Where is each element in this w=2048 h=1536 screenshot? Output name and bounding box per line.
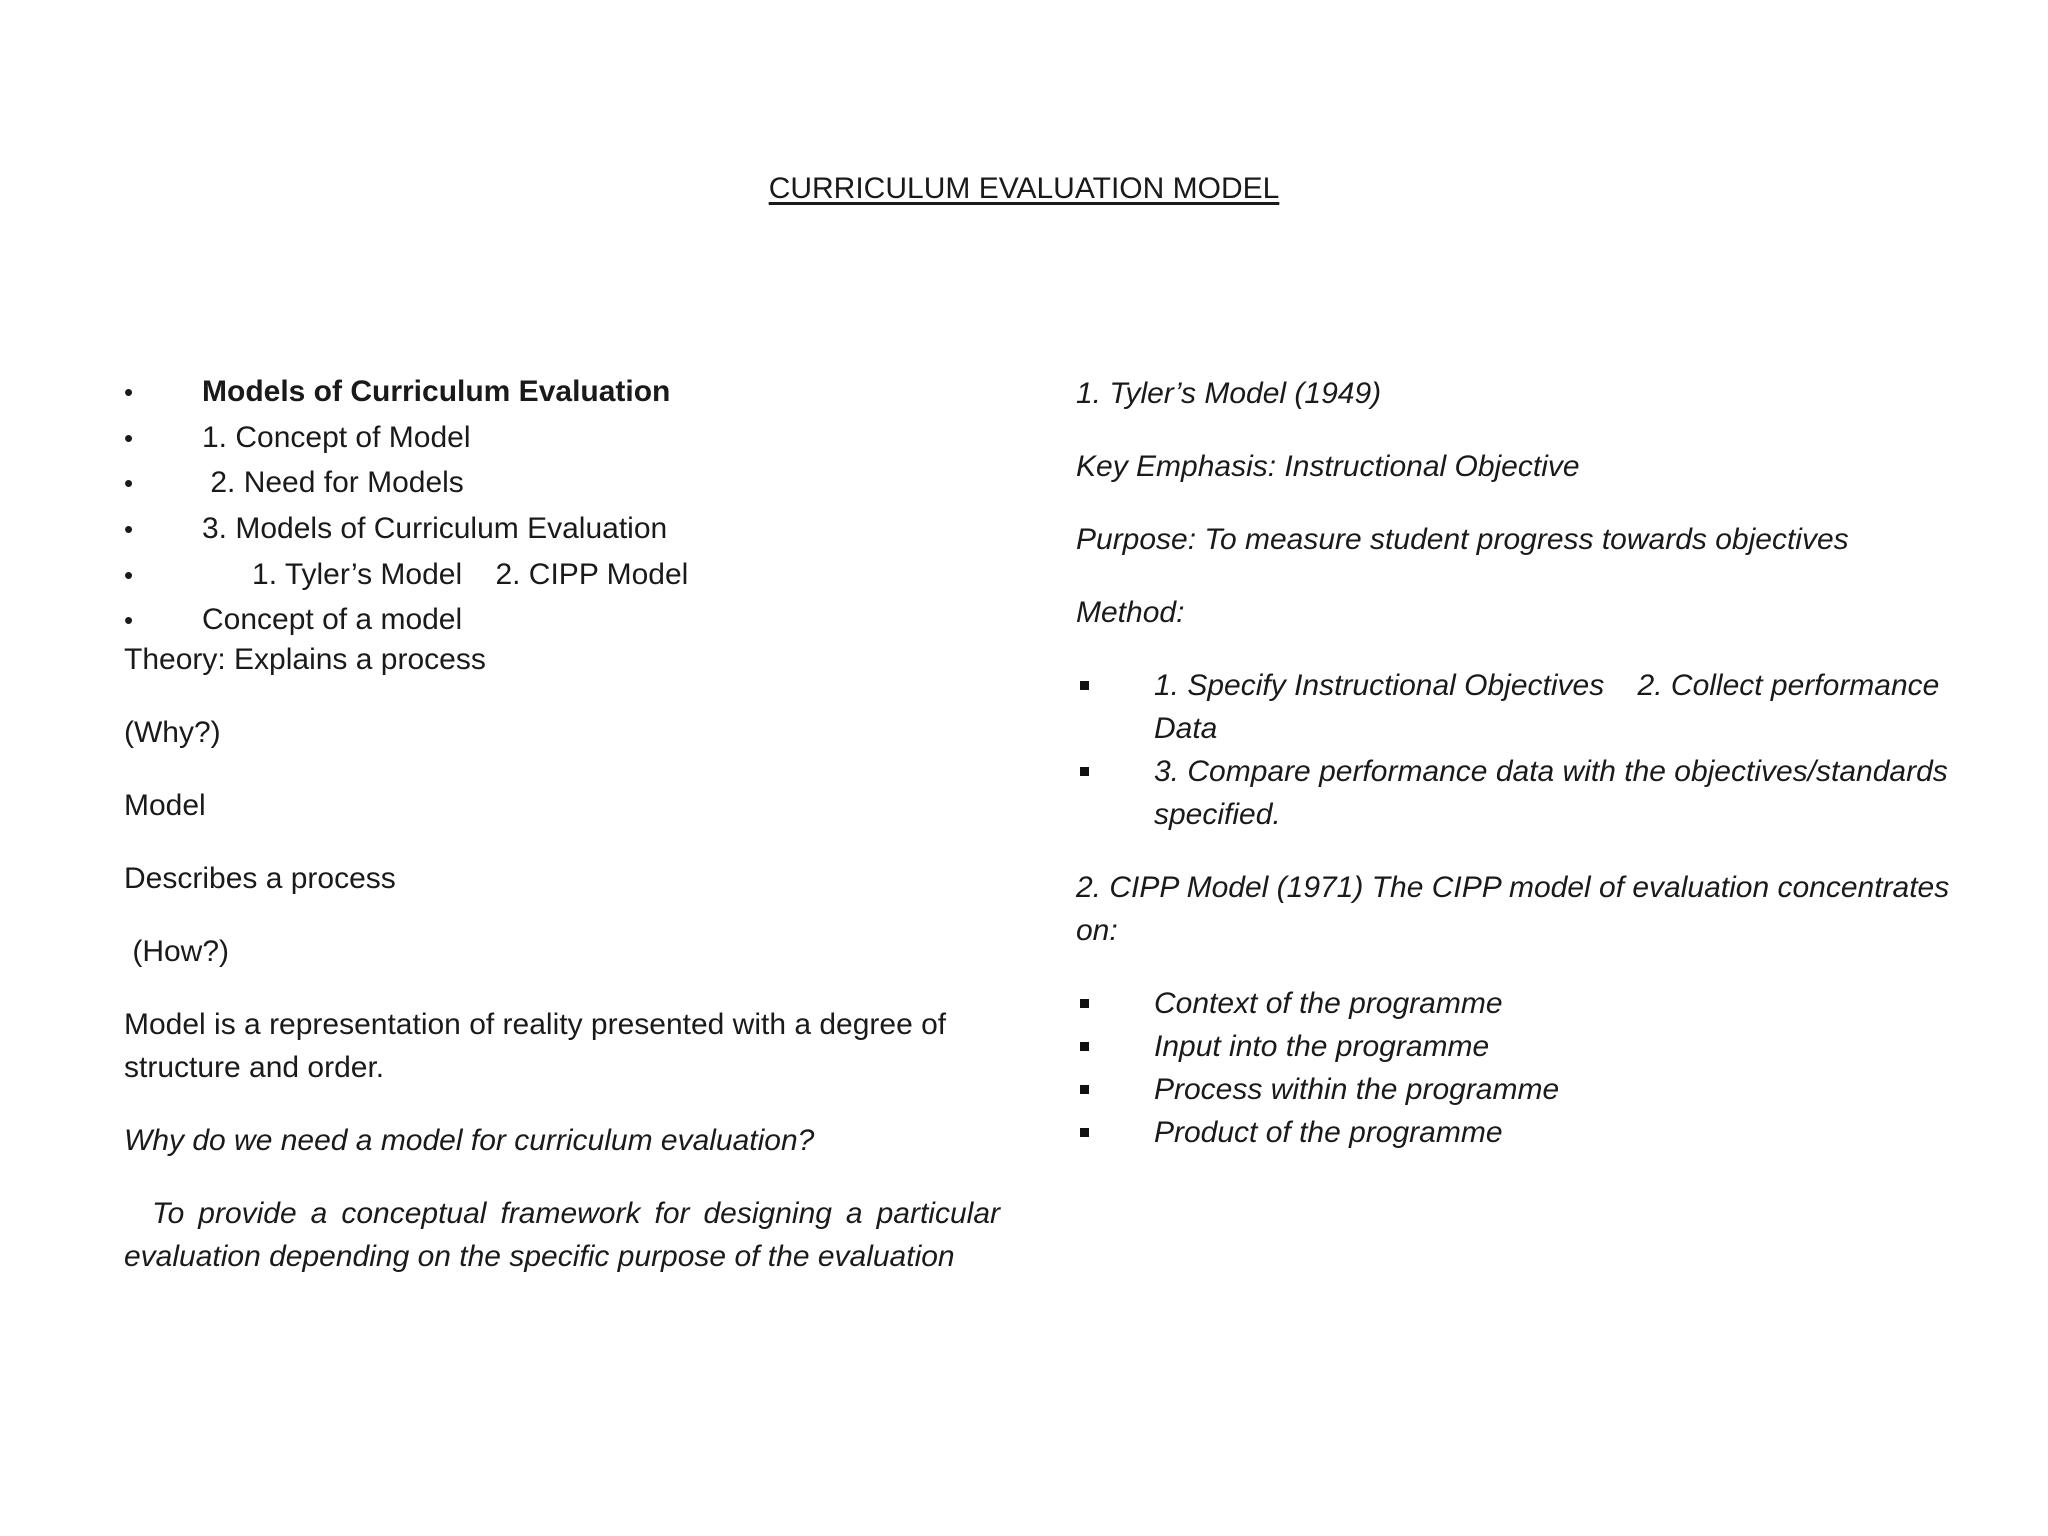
cipp-item-list xyxy=(1076,982,1956,1154)
list-item xyxy=(124,600,1000,646)
list-item xyxy=(1076,982,1956,1025)
square-bullet-icon xyxy=(1080,1042,1089,1051)
square-bullet-icon xyxy=(1080,1085,1089,1094)
model-definition: Model is a representation of reality presented with a degree of structure and order. xyxy=(124,1008,947,1085)
list-item xyxy=(124,463,1000,509)
list-item xyxy=(1076,1068,1956,1111)
method-label: Method: xyxy=(1076,596,1185,629)
how-text: (How?) xyxy=(124,935,230,969)
list-item xyxy=(124,555,1000,601)
answer-text: To provide a conceptual framework for designing a particular evaluation depending on the specific purpose of the evaluation xyxy=(124,1197,1009,1274)
method-step-text: 3. Compare performance data with the objectives/standards specified. xyxy=(1154,755,1948,831)
purpose-text: Purpose: To measure student progress towards objectives xyxy=(1076,523,1849,556)
method-step-list xyxy=(1076,664,1956,836)
bullet-text: 1. Concept of Model xyxy=(202,420,471,454)
tyler-heading: 1. Tyler’s Model (1949) xyxy=(1076,377,1382,410)
list-item xyxy=(1076,750,1956,836)
list-item xyxy=(124,418,1000,464)
list-item xyxy=(1076,1111,1956,1154)
list-item xyxy=(1076,664,1956,750)
describes-text: Describes a process xyxy=(124,862,396,896)
bullet-text: Concept of a model xyxy=(202,603,463,637)
right-column xyxy=(1076,372,1956,1184)
page-title: CURRICULUM EVALUATION MODEL xyxy=(768,172,1280,205)
square-bullet-icon xyxy=(1080,681,1089,690)
bullet-icon: • xyxy=(124,422,134,453)
square-bullet-icon xyxy=(1080,999,1089,1008)
cipp-item-text: Input into the programme xyxy=(1154,1030,1490,1063)
list-item xyxy=(1076,1025,1956,1068)
model-text: Model xyxy=(124,789,206,823)
bullet-icon: • xyxy=(124,514,134,545)
left-column xyxy=(124,372,1009,1308)
theory-text: Theory: Explains a process xyxy=(124,643,486,677)
cipp-item-text: Process within the programme xyxy=(1154,1073,1560,1106)
bullet-text: Models of Curriculum Evaluation xyxy=(202,375,671,408)
topic-bullet-list xyxy=(124,372,1000,646)
cipp-item-text: Product of the programme xyxy=(1154,1116,1503,1149)
bullet-text: 2. Need for Models xyxy=(202,466,464,500)
bullet-icon: • xyxy=(124,605,134,636)
square-bullet-icon xyxy=(1080,767,1089,776)
list-item xyxy=(124,372,1000,418)
cipp-item-text: Context of the programme xyxy=(1154,987,1503,1020)
why-text: (Why?) xyxy=(124,716,221,750)
bullet-text: 1. Tyler’s Model 2. CIPP Model xyxy=(202,557,689,591)
cipp-heading: 2. CIPP Model (1971) The CIPP model of evaluation concentrates on: xyxy=(1076,871,1950,947)
key-emphasis-text: Key Emphasis: Instructional Objective xyxy=(1076,450,1580,483)
method-step-text: 1. Specify Instructional Objectives 2. Collect performance Data xyxy=(1154,669,1948,745)
bullet-icon: • xyxy=(124,377,134,407)
bullet-icon: • xyxy=(124,559,134,590)
bullet-icon: • xyxy=(124,468,134,499)
list-item xyxy=(124,509,1000,555)
question-text: Why do we need a model for curriculum evaluation? xyxy=(124,1124,815,1158)
bullet-text: 3. Models of Curriculum Evaluation xyxy=(202,512,668,546)
square-bullet-icon xyxy=(1080,1128,1089,1137)
